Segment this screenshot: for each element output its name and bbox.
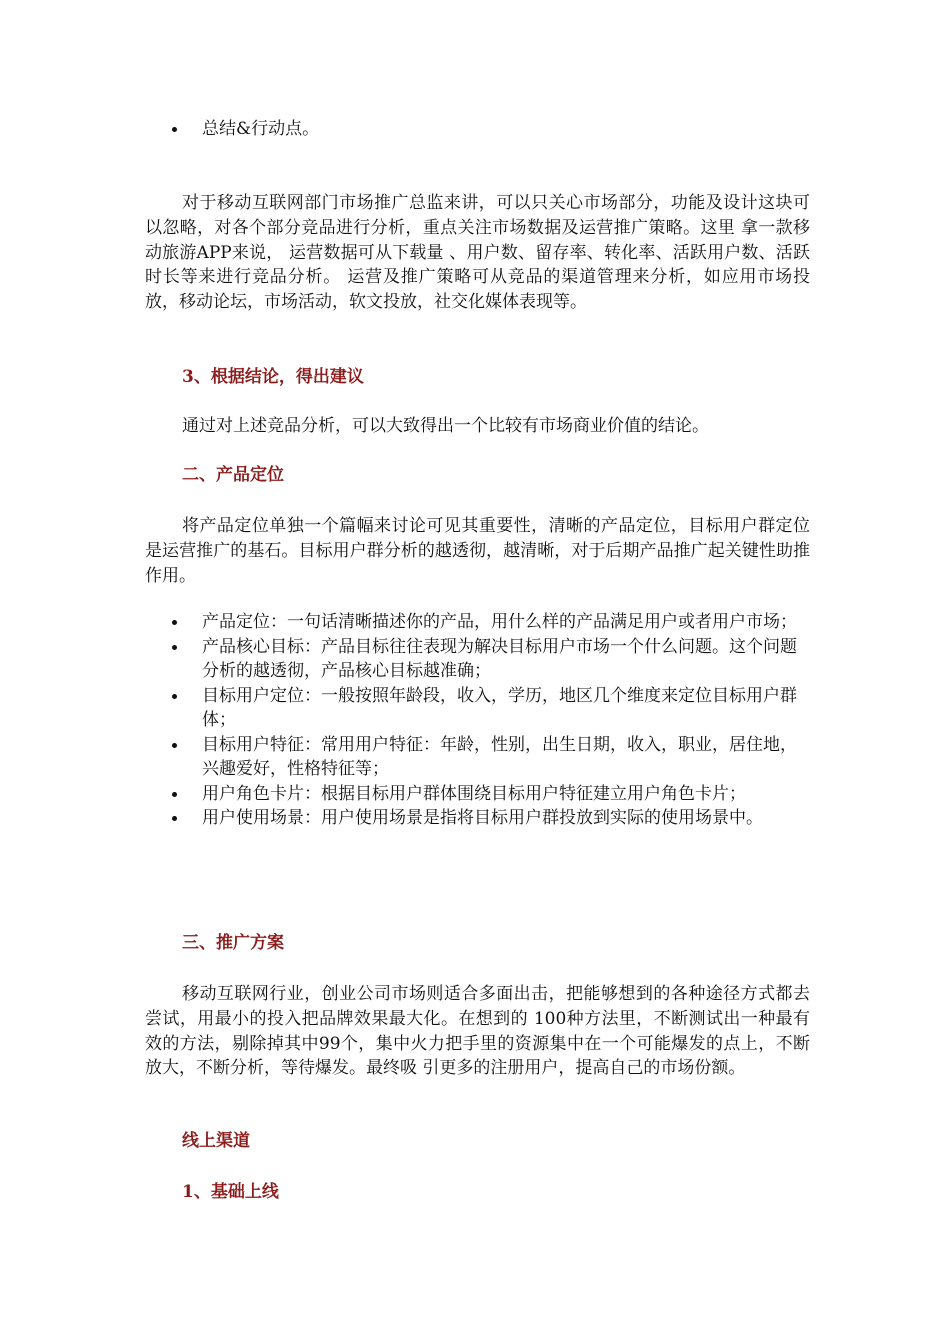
bullet-icon <box>172 743 177 748</box>
list-item <box>170 684 810 733</box>
list-item <box>170 782 810 807</box>
list-item-text: 总结&行动点。 <box>202 119 320 139</box>
heading-positioning: 二、产品定位 <box>182 465 284 485</box>
heading-promotion: 三、推广方案 <box>182 933 284 953</box>
list-item-text: 目标用户特征：常用用户特征：年龄，性别，出生日期，收入，职业，居住地，兴趣爱好，性格特征等； <box>202 734 797 779</box>
bullet-icon <box>172 645 177 650</box>
list-item-text: 目标用户定位：一般按照年龄段，收入，学历，地区几个维度来定位目标用户群体； <box>202 685 797 730</box>
bullet-icon <box>172 620 177 625</box>
bullet-icon <box>172 792 177 797</box>
bullet-icon <box>172 694 177 699</box>
marketing-paragraph: 对于移动互联网部门市场推广总监来讲，可以只关心市场部分，功能及设计这块可以忽略，对各个部分竞品进行分析，重点关注市场数据及运营推广策略。这里 拿一款移动旅游APP来说， 运营数据可从下载量 、用户数、留存率、转化率、活跃用户数、活跃时长等来进行竞品分析。 运营及推广策略可从竞品的渠道管理来分析，如应用市场投放，移动论坛，市场活动，软文投放，社交化媒体表现等。 <box>145 193 810 313</box>
conclusion-paragraph: 通过对上述竞品分析，可以大致得出一个比较有市场商业价值的结论。 <box>182 416 709 436</box>
heading-basic-launch: 1、基础上线 <box>182 1182 279 1202</box>
summary-bullet-list <box>170 117 810 142</box>
list-item-text: 产品核心目标：产品目标往往表现为解决目标用户市场一个什么问题。这个问题分析的越透彻，产品核心目标越准确； <box>202 636 797 681</box>
heading-online-channels: 线上渠道 <box>182 1131 250 1151</box>
positioning-paragraph: 将产品定位单独一个篇幅来讨论可见其重要性，清晰的产品定位，目标用户群定位是运营推广的基石。目标用户群分析的越透彻，越清晰，对于后期产品推广起关键性助推作用。 <box>145 516 810 586</box>
list-item-text: 用户使用场景：用户使用场景是指将目标用户群投放到实际的使用场景中。 <box>202 808 763 828</box>
list-item <box>170 806 810 831</box>
list-item-text: 用户角色卡片：根据目标用户群体围绕目标用户特征建立用户角色卡片； <box>202 783 746 804</box>
list-item-text: 产品定位：一句话清晰描述你的产品，用什么样的产品满足用户或者用户市场； <box>202 612 797 632</box>
list-item <box>170 635 810 684</box>
list-item <box>170 733 810 782</box>
list-item <box>170 610 810 635</box>
bullet-icon <box>172 127 177 132</box>
list-item <box>170 117 810 142</box>
bullet-icon <box>172 816 177 821</box>
positioning-bullet-list <box>170 610 810 831</box>
heading-conclusion: 3、根据结论，得出建议 <box>182 367 364 387</box>
promotion-paragraph: 移动互联网行业，创业公司市场则适合多面出击，把能够想到的各种途径方式都去尝试，用最小的投入把品牌效果最大化。在想到的 100种方法里，不断测试出一种最有效的方法，剔除掉其中99个，集中火力把手里的资源集中在一个可能爆发的点上，不断放大，不断分析，等待爆发。最终吸 引更多的注册用户，提高自己的市场份额。 <box>145 984 810 1079</box>
